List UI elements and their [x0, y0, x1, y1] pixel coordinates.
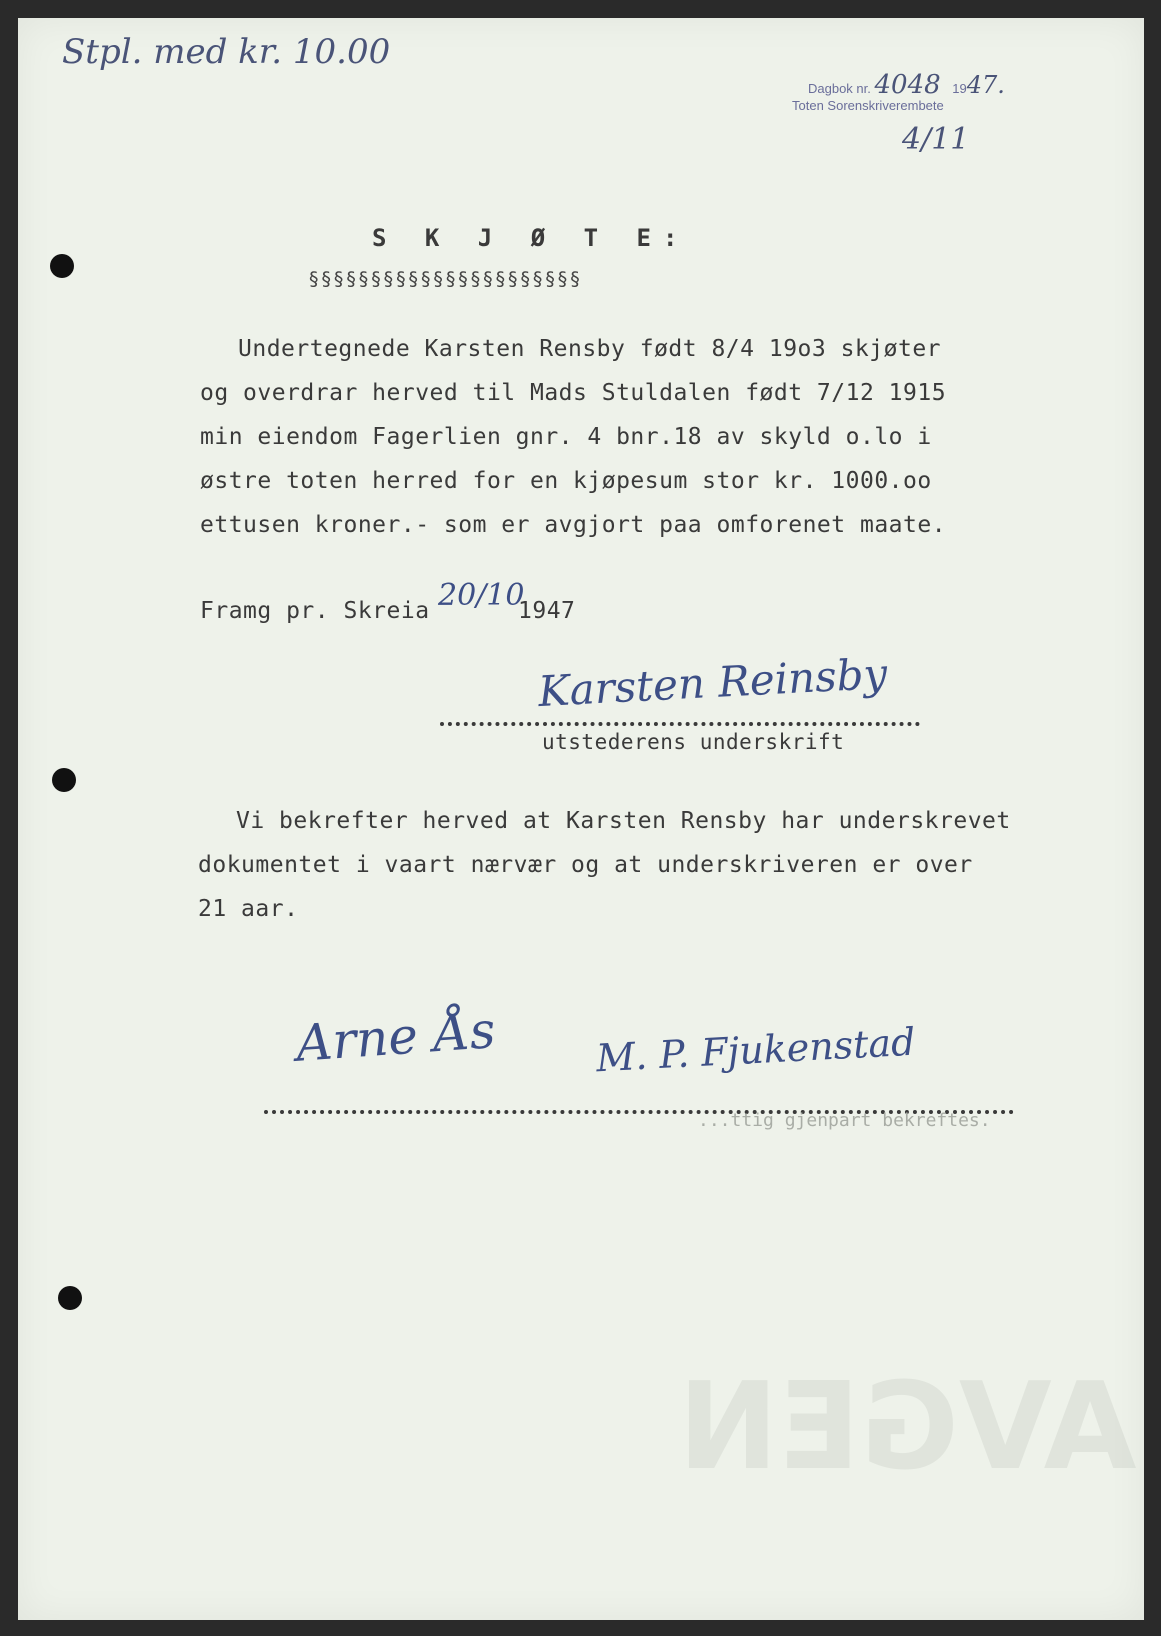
issuer-signature: Karsten Reinsby: [536, 648, 889, 717]
punch-hole-bottom: [58, 1286, 82, 1310]
section-divider: §§§§§§§§§§§§§§§§§§§§§§: [308, 268, 582, 290]
watermark: AVGEN: [678, 1358, 1137, 1497]
stamp-year-prefix: 19: [952, 81, 967, 96]
paragraph1-line1: Undertegnede Karsten Rensby født 8/4 19o3 skjøter: [238, 336, 942, 362]
place-line: Framg pr. Skreia: [200, 598, 430, 624]
handwritten-fee-note: Stpl. med kr. 10.00: [62, 32, 391, 72]
stamp-office: Toten Sorenskriverembete: [792, 98, 944, 113]
paragraph1-line3: min eiendom Fagerlien gnr. 4 bnr.18 av skyld o.lo i: [200, 424, 932, 450]
paragraph2-line2: dokumentet i vaart nærvær og at underskriveren er over: [198, 852, 973, 878]
document-title: S K J Ø T E:: [372, 224, 690, 252]
witness-signature-2: M. P. Fjukenstad: [595, 1019, 917, 1081]
document-page: [18, 18, 1144, 1620]
punch-hole-middle: [52, 768, 76, 792]
paragraph1-line5: ettusen kroner.- som er avgjort paa omforenet maate.: [200, 512, 947, 538]
paragraph2-line3: 21 aar.: [198, 896, 299, 922]
punch-hole-top: [50, 254, 74, 278]
paragraph2-line1: Vi bekrefter herved at Karsten Rensby har underskrevet: [236, 808, 1011, 834]
issuer-caption: utstederens underskrift: [542, 730, 845, 754]
stamp-date: 4/11: [902, 122, 970, 157]
stamp-label: Dagbok nr.: [808, 81, 871, 96]
paragraph1-line4: østre toten herred for en kjøpesum stor kr. 1000.oo: [200, 468, 932, 494]
registry-stamp: [808, 70, 1005, 100]
paragraph1-line2: og overdrar herved til Mads Stuldalen født 7/12 1915: [200, 380, 947, 406]
handwritten-date: 20/10: [438, 578, 525, 613]
stamp-dagbok-number: 4048: [874, 70, 941, 100]
issuer-signature-line: [440, 722, 920, 726]
faint-caption: ...ttig gjenpart bekreftes.: [698, 1110, 991, 1131]
stamp-year-suffix: 47.: [966, 71, 1005, 99]
date-year: 1947: [518, 598, 576, 624]
witness-signature-1: Arne Ås: [294, 1001, 498, 1073]
